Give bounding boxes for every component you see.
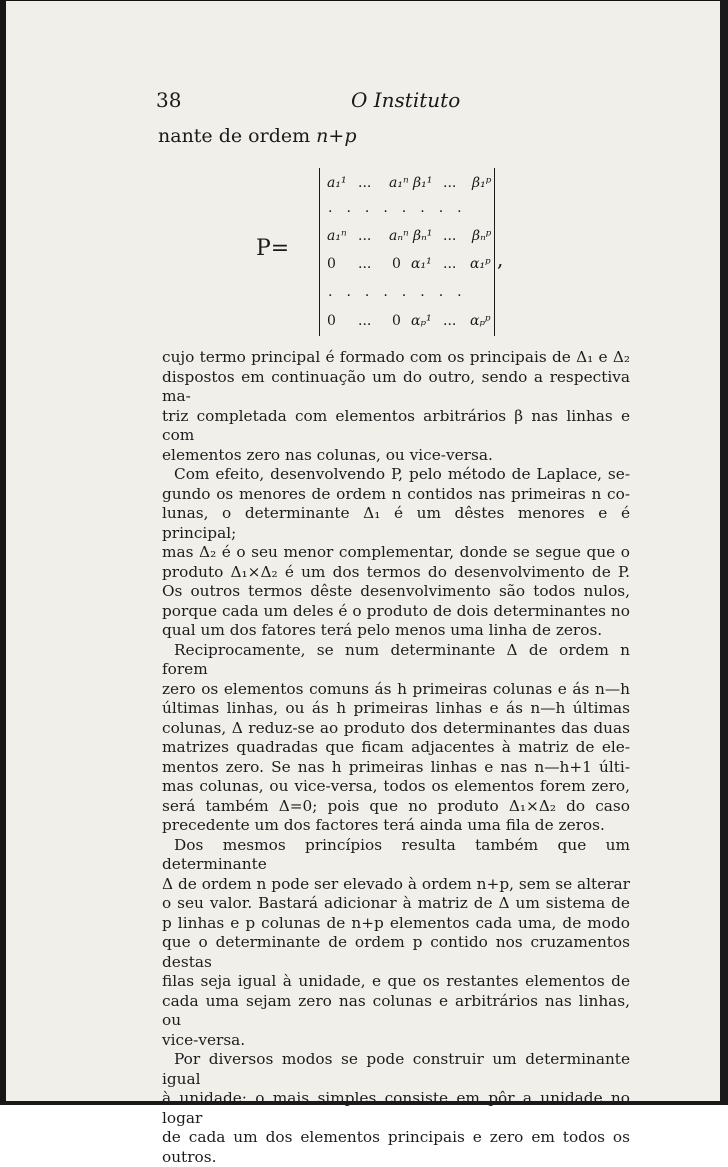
matrix-cell: αₚᵖ [470,313,491,329]
running-head: O Instituto [351,88,461,112]
matrix-cell: 0 [327,256,336,272]
matrix-cell: α₁¹ [411,256,432,272]
text-line: precedente um dos factores terá ainda uma fila de zeros. [162,816,605,834]
text-line: gundo os menores de ordem n contidos nas primeiras n co- [162,484,630,503]
scan-border-right [720,0,728,1105]
matrix-cell: ... [358,175,372,191]
text-line: Os outros termos dêste desenvolvimento são todos nulos, [162,582,630,600]
text-line: colunas, Δ reduz-se ao produto dos determinantes das duas [162,718,630,737]
matrix-cell: ... [443,256,457,272]
matrix-label: P= [256,236,290,261]
text-line: filas seja igual à unidade, e que os restantes elementos de [162,972,630,990]
text-line: que o determinante de ordem p contido nos cruzamentos destas [162,933,630,971]
text-line: produto Δ₁×Δ₂ é um dos termos do desenvolvimento de P. [162,562,630,581]
text-line: mas Δ₂ é o seu menor complementar, donde se segue que o [162,543,630,561]
scan-border-left [0,0,6,1105]
matrix-cell: a₁ⁿ [389,175,409,191]
matrix-cell: βₙ¹ [413,228,433,244]
matrix-bar-left [319,168,320,336]
matrix-cell: ... [358,256,372,272]
matrix-cell: αₚ¹ [411,313,432,329]
matrix-bar-right [494,168,495,336]
matrix-cell: aₙⁿ [389,228,409,244]
matrix-cell: α₁ᵖ [470,256,491,272]
text-line: p linhas e p colunas de n+p elementos cada uma, de modo [162,913,630,932]
text-line: qual um dos fatores terá pelo menos uma linha de zeros. [162,621,603,639]
matrix-cell: a₁ⁿ [327,228,347,244]
text-line: vice-versa. [162,1030,246,1049]
text-line: matrizes quadradas que ficam adjacentes à matriz de ele- [162,738,630,756]
page-number: 38 [156,88,182,112]
text-line: elementos zero nas colunas, ou vice-versa. [162,445,493,464]
intro-line [158,125,357,147]
text-line: porque cada um deles é o produto de dois determinantes no [162,601,630,620]
text-line: Δ de ordem n pode ser elevado à ordem n+p, sem se alterar [162,874,630,893]
matrix-cell: ... [358,313,372,329]
text-line: cujo termo principal é formado com os principais de Δ₁ e Δ₂ [162,348,630,366]
text-line: Dos mesmos princípios resulta também que um determinante [162,835,630,873]
text-line: mas colunas, ou vice-versa, todos os elementos forem zero, [162,777,630,795]
matrix-dot-row: ........ [328,200,476,216]
text-line: Reciprocamente, se num determinante Δ de ordem n forem [162,640,630,678]
matrix-cell: ... [443,175,457,191]
text-line: mentos zero. Se nas h primeiras linhas e nas n—h+1 últi- [162,757,630,776]
body-text [162,348,630,1167]
intro-text: nante de ordem [158,125,311,147]
text-line: cada uma sejam zero nas colunas e arbitrários nas linhas, ou [162,991,630,1029]
text-line: Por diversos modos se pode construir um determinante igual [162,1050,630,1088]
text-line: triz completada com elementos arbitrários β nas linhas e com [162,406,630,444]
matrix-cell: 0 [392,313,401,329]
text-line: o seu valor. Bastará adicionar à matriz de Δ um sistema de [162,894,630,912]
matrix-cell: 0 [327,313,336,329]
matrix-dot-row: ........ [328,284,476,300]
matrix-cell: a₁¹ [327,175,347,191]
matrix-cell: ... [443,228,457,244]
text-line: Com efeito, desenvolvendo P, pelo método de Laplace, se- [174,465,630,483]
text-line: de cada um dos elementos principais e zero em todos os outros. [162,1128,630,1166]
text-line: zero os elementos comuns ás h primeiras colunas e ás n—h [162,679,630,698]
matrix-cell: ... [358,228,372,244]
intro-math: n+p [316,125,357,147]
matrix-cell: ... [443,313,457,329]
text-line: últimas linhas, ou ás h primeiras linhas e ás n—h últimas [162,699,630,717]
matrix-cell: βₙᵖ [472,228,492,244]
text-line: será também Δ=0; pois que no produto Δ₁×Δ₂ do caso [162,796,630,815]
text-line: lunas, o determinante Δ₁ é um dêstes menores e é principal; [162,504,630,542]
text-line: dispostos em continuação um do outro, sendo a respectiva ma- [162,367,630,405]
matrix-trailing-comma: , [497,247,504,271]
text-line: à unidade; o mais simples consiste em pôr a unidade no logar [162,1089,630,1127]
matrix-cell: β₁ᵖ [472,175,492,191]
matrix-cell: β₁¹ [413,175,433,191]
matrix-cell: 0 [392,256,401,272]
